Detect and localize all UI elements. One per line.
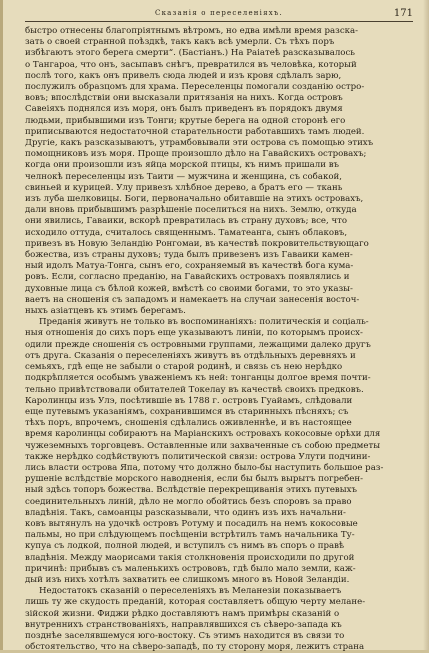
text-line: купуа съ лодкой, полной людей, и вступилъ съ нимъ въ споръ о правѣ [25,541,345,552]
text-line: обстоятельство, что на сѣверо-западѣ, по ту сторону моря, лежитъ страна [25,642,365,653]
text-line: они явились, Гаваики, вскорѣ превратилась въ страну духовъ; все, что [25,216,348,227]
text-line: чужеземныхъ торговцевъ. Оставленные или захваченные съ собою предметы [25,440,381,451]
text-line: тѣхъ поръ, впрочемъ, сношенія сдѣлались оживленнѣе, и въ настоящее [25,418,352,429]
paragraph-2 [25,317,413,586]
text-line: время каролинцы собираютъ на Маріанскихъ островахъ кокосовые орѣхи для [25,429,381,440]
text-line: также нерѣдко содѣйствуютъ политической связи: острова Улути подчини- [25,451,371,462]
text-line: Другіе, какъ разсказываютъ, утрамбовывали эти острова съ помощью этихъ [25,138,374,149]
text-line: пальмы, но при слѣдующемъ посѣщеніи встрѣтилъ тамъ начальника Ту- [25,530,355,541]
text-line: лишь ту же скудость преданій, которая составляетъ общую черту мелане- [25,597,366,608]
text-line: послужилъ образцомъ для храма. Переселенцы помогали созданію остро- [25,82,365,93]
text-line: Савеіяхъ поднялся изъ моря, онъ былъ приведенъ въ порядокъ двумя [25,104,343,115]
text-line: быстро отнесены благопріятнымъ вѣтромъ, но едва имѣли время разска- [25,26,359,36]
text-line: привезъ въ Новую Зеландію Ронгомаи, въ качествѣ покровительствующаго [25,238,369,249]
text-line: челнокѣ переселенцы изъ Таити — мужчина и женщина, съ собакой, [25,171,342,182]
text-line: божества, изъ страны духовъ; туда былъ привезенъ изъ Гаваики камен- [25,250,353,261]
text-line: ный здѣсь топоръ божества. Вслѣдствіе перекрещиванія этихъ путевыхъ [25,485,357,496]
text-line: Недостатокъ сказаній о переселеніяхъ въ Меланезіи показываетъ [39,586,342,597]
text-line: приписываются недостаточной старательности работавшихъ тамъ людей. [25,126,365,137]
text-line: ныя отношенія до сихъ поръ еще указываютъ линіи, по которымъ происх- [25,328,363,339]
page-body-text [25,26,413,653]
text-line: о Тангароа, что онъ, засыпавъ снѣгъ, превратился въ человѣка, который [25,59,357,70]
text-line: Преданія живутъ не только въ воспоминаніяхъ: политическія и соціаль- [39,317,369,328]
text-line: дый изъ нихъ хотѣлъ захватить ее слишкомъ много въ Новой Зеландіи. [25,574,350,585]
text-line: одили прежде сношенія съ островными группами, лежащими далеко другъ [25,339,371,350]
text-line: позднѣе заселявшемуся юго-востоку. Съ этимъ находится въ связи то [25,630,345,641]
text-line: ный идолъ Матуа-Тонга, сынъ его, сохраняемый въ качествѣ бога кума- [25,261,354,272]
text-line: тельно привѣтствовали обитателей Токелау въ качествѣ своихъ предковъ. [25,384,364,395]
text-line: ровъ. Если, согласно преданію, на Гавайскихъ островахъ появлялись и [25,272,350,283]
text-line: свиньей и курицей. Улу привезъ хлѣбное дерево, а братъ его — ткань [25,182,343,193]
text-line: изъ луба шелковицы. Боги, первоначально обитавшіе на этихъ островахъ, [25,194,364,205]
running-title: Сказанія о переселеніяхъ. [155,9,283,17]
text-line: исходило оттуда, считалось священнымъ. Таматеанга, сынъ облаковъ, [25,227,348,238]
text-line: причинѣ: прибывъ съ маленькихъ острововъ, гдѣ было мало земли, каж- [25,563,356,574]
text-line: когда они произошли изъ яйца морской птицы, къ нимъ пришали въ [25,160,340,171]
text-line: подкрѣпляется особымъ уваженіемъ къ ней: тонганцы долгое время почти- [25,373,371,384]
text-line: вовъ; впослѣдствіи они высказали притязанія на нихъ. Когда островъ [25,93,343,104]
text-line: дали вновь прибывшимъ разрѣшеніе поселиться на нихъ. Землю, откуда [25,205,357,216]
header-rule [25,21,413,22]
text-line: семьяхъ, гдѣ еще не забыли о старой родинѣ, и связь съ нею нерѣдко [25,362,343,373]
text-line: избѣгаютъ этого берега смерти“. (Бастіанъ.) На Раіатеѣ разсказывалось [25,48,355,59]
text-line: владѣнія. Между маорисами такія столкновенія происходили по другой [25,552,355,563]
text-line: еще путевымъ указаніямъ, сохранившимся въ старинныхъ пѣсняхъ; съ [25,406,349,417]
text-line: владѣнія. Такъ, самоанцы разсказывали, что одинъ изъ ихъ начальни- [25,507,346,518]
paragraph-3 [25,586,413,653]
text-line: отъ друга. Сказанія о переселеніяхъ живутъ въ отдѣльныхъ деревняхъ и [25,350,356,361]
text-line: ваетъ на сношенія съ западомъ и намекаетъ на случаи занесенія восточ- [25,294,360,305]
text-line: духовные лица съ бѣлой кожей, вмѣстѣ со своими богами, то это указы- [25,283,353,294]
text-line: ковъ вытянулъ на удочкѣ островъ Ротуму и посадилъ на немъ кокосовые [25,518,358,529]
page-number: 171 [393,8,413,19]
text-line: зійской жизни. Фиджи рѣдко доставляютъ намъ примѣры сказаній о [25,608,340,619]
text-line: помощниковъ изъ моря. Проще произошло дѣло на Гавайскихъ островахъ; [25,149,367,160]
page-header [25,8,413,26]
text-line: соединительныхъ линій, дѣло не могло обойтись безъ споровъ за право [25,496,352,507]
text-line: людьми, прибывшими изъ Тонги; крутые берега на одной сторонѣ его [25,115,346,126]
page-edge-shadow [423,0,429,650]
text-line: ныхъ азіатцевъ къ этимъ берегамъ. [25,306,186,317]
text-line: послѣ того, какъ онъ привелъ сюда людей и изъ кровя сдѣлалъ зарю, [25,70,342,81]
text-line: рушеніе вслѣдствіе морского наводненія, если бы былъ вырытъ погребен- [25,474,364,485]
text-line: внутреннихъ странствованіяхъ, направлявшихся съ сѣверо-запада къ [25,619,342,630]
text-line: Каролинцы изъ Улэ, посѣтившіе въ 1788 г. островъ Гуайамъ, слѣдовали [25,395,353,406]
text-line: зать о своей странной поѣздкѣ, такъ какъ всѣ умерли. Съ тѣхъ поръ [25,37,335,48]
paragraph-1 [25,26,413,317]
text-line: лись власти острова Япа, потому что должно было-бы наступить большое раз- [25,462,384,473]
